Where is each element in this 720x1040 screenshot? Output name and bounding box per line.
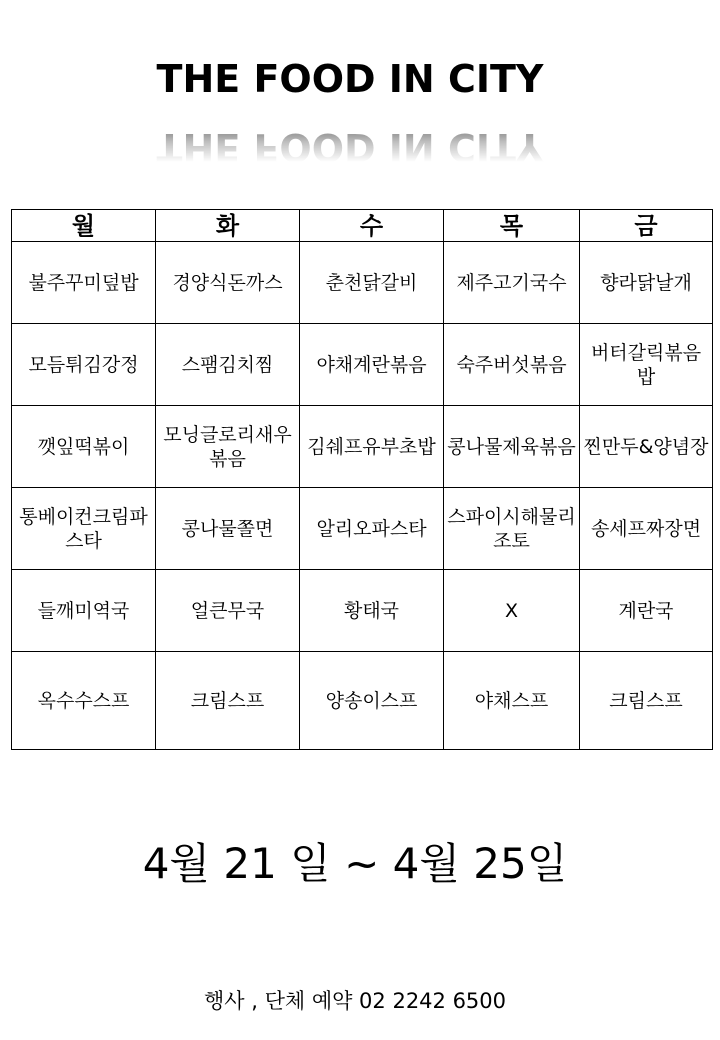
table-row: [12, 324, 713, 406]
day-header-tue: 화: [156, 210, 300, 242]
menu-cell: 들깨미역국: [12, 570, 156, 652]
table-row: [12, 488, 713, 570]
menu-cell: 계란국: [580, 570, 713, 652]
menu-cell: 스팸김치찜: [156, 324, 300, 406]
menu-cell: 깻잎떡볶이: [12, 406, 156, 488]
page-title-reflection: THE FOOD IN CITY: [0, 122, 700, 172]
menu-cell: 스파이시해물리조토: [444, 488, 580, 570]
menu-cell: 옥수수스프: [12, 652, 156, 750]
day-header-thu: 목: [444, 210, 580, 242]
table-row: [12, 406, 713, 488]
menu-cell: 숙주버섯볶음: [444, 324, 580, 406]
table-row: [12, 570, 713, 652]
menu-cell: 버터갈릭볶음밥: [580, 324, 713, 406]
menu-cell: 불주꾸미덮밥: [12, 242, 156, 324]
menu-cell: 모닝글로리새우볶음: [156, 406, 300, 488]
menu-cell: 야채계란볶음: [300, 324, 444, 406]
table-row: [12, 242, 713, 324]
menu-cell: 향라닭날개: [580, 242, 713, 324]
menu-cell: 양송이스프: [300, 652, 444, 750]
menu-cell: 찐만두&양념장: [580, 406, 713, 488]
menu-cell: 알리오파스타: [300, 488, 444, 570]
menu-cell: 모듬튀김강정: [12, 324, 156, 406]
menu-cell: 크림스프: [580, 652, 713, 750]
menu-cell: 콩나물제육볶음: [444, 406, 580, 488]
menu-cell: 춘천닭갈비: [300, 242, 444, 324]
menu-cell: 송세프짜장면: [580, 488, 713, 570]
menu-cell: 제주고기국수: [444, 242, 580, 324]
menu-cell: 황태국: [300, 570, 444, 652]
menu-cell: 야채스프: [444, 652, 580, 750]
menu-cell: 크림스프: [156, 652, 300, 750]
day-header-fri: 금: [580, 210, 713, 242]
page-title: THE FOOD IN CITY: [156, 57, 544, 101]
menu-cell: 콩나물쫄면: [156, 488, 300, 570]
day-header-wed: 수: [300, 210, 444, 242]
menu-cell: 통베이컨크림파스타: [12, 488, 156, 570]
menu-cell: X: [444, 570, 580, 652]
date-range: 4월 21 일 ~ 4월 25일: [142, 839, 568, 888]
menu-cell: 얼큰무국: [156, 570, 300, 652]
day-header-mon: 월: [12, 210, 156, 242]
day-header-row: [12, 210, 713, 242]
menu-cell: 경양식돈까스: [156, 242, 300, 324]
table-row: [12, 652, 713, 750]
weekly-menu-table: [11, 209, 713, 750]
menu-cell: 김쉐프유부초밥: [300, 406, 444, 488]
reservation-contact: 행사 , 단체 예약 02 2242 6500: [203, 989, 507, 1013]
